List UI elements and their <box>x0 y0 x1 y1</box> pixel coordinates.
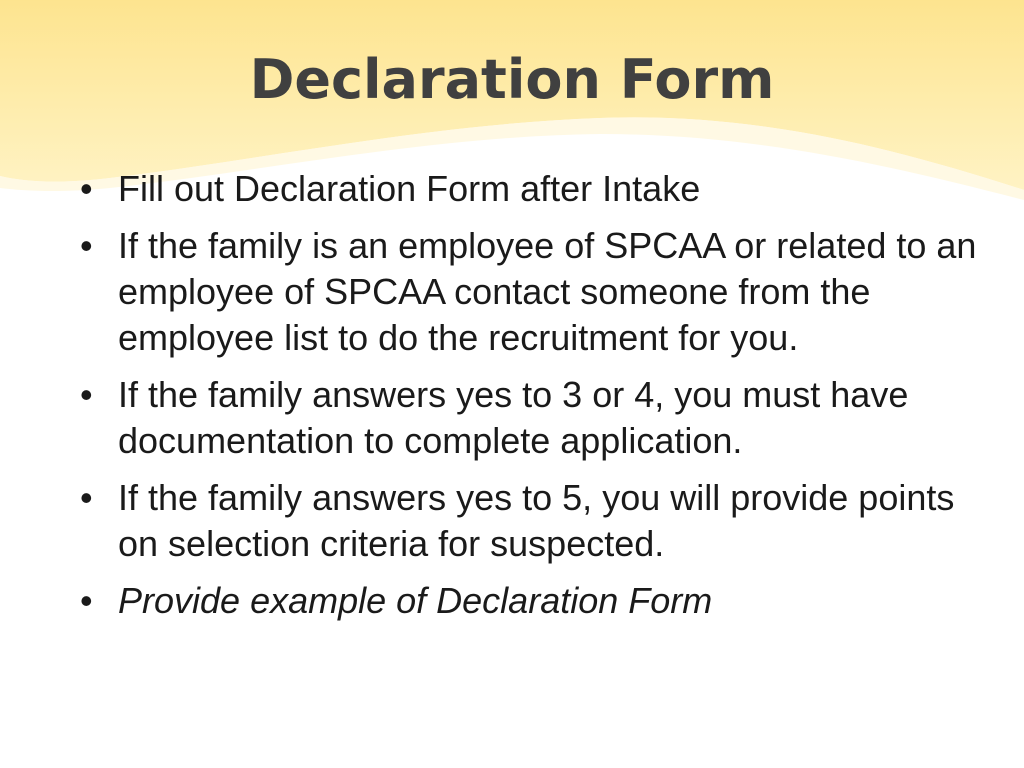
bullet-list <box>80 166 980 624</box>
list-item <box>80 166 980 212</box>
bullet-text: Fill out Declaration Form after Intake <box>118 168 701 209</box>
slide-title: Declaration Form <box>249 48 775 111</box>
list-item <box>80 372 980 464</box>
bullet-icon: • <box>80 580 93 621</box>
bullet-text: If the family answers yes to 5, you will provide points on selection criteria for suspected. <box>118 477 955 564</box>
list-item <box>80 223 980 361</box>
bullet-text-example-link: Provide example of Declaration Form <box>118 580 713 621</box>
bullet-icon: • <box>80 168 93 209</box>
list-item <box>80 578 980 624</box>
bullet-icon: • <box>80 225 93 266</box>
bullet-text: If the family is an employee of SPCAA or related to an employee of SPCAA contact someone from the employee list to do the recruitment for you. <box>118 225 977 358</box>
bullet-text: If the family answers yes to 3 or 4, you must have documentation to complete application. <box>118 374 909 461</box>
bullet-icon: • <box>80 477 93 518</box>
list-item <box>80 475 980 567</box>
bullet-icon: • <box>80 374 93 415</box>
